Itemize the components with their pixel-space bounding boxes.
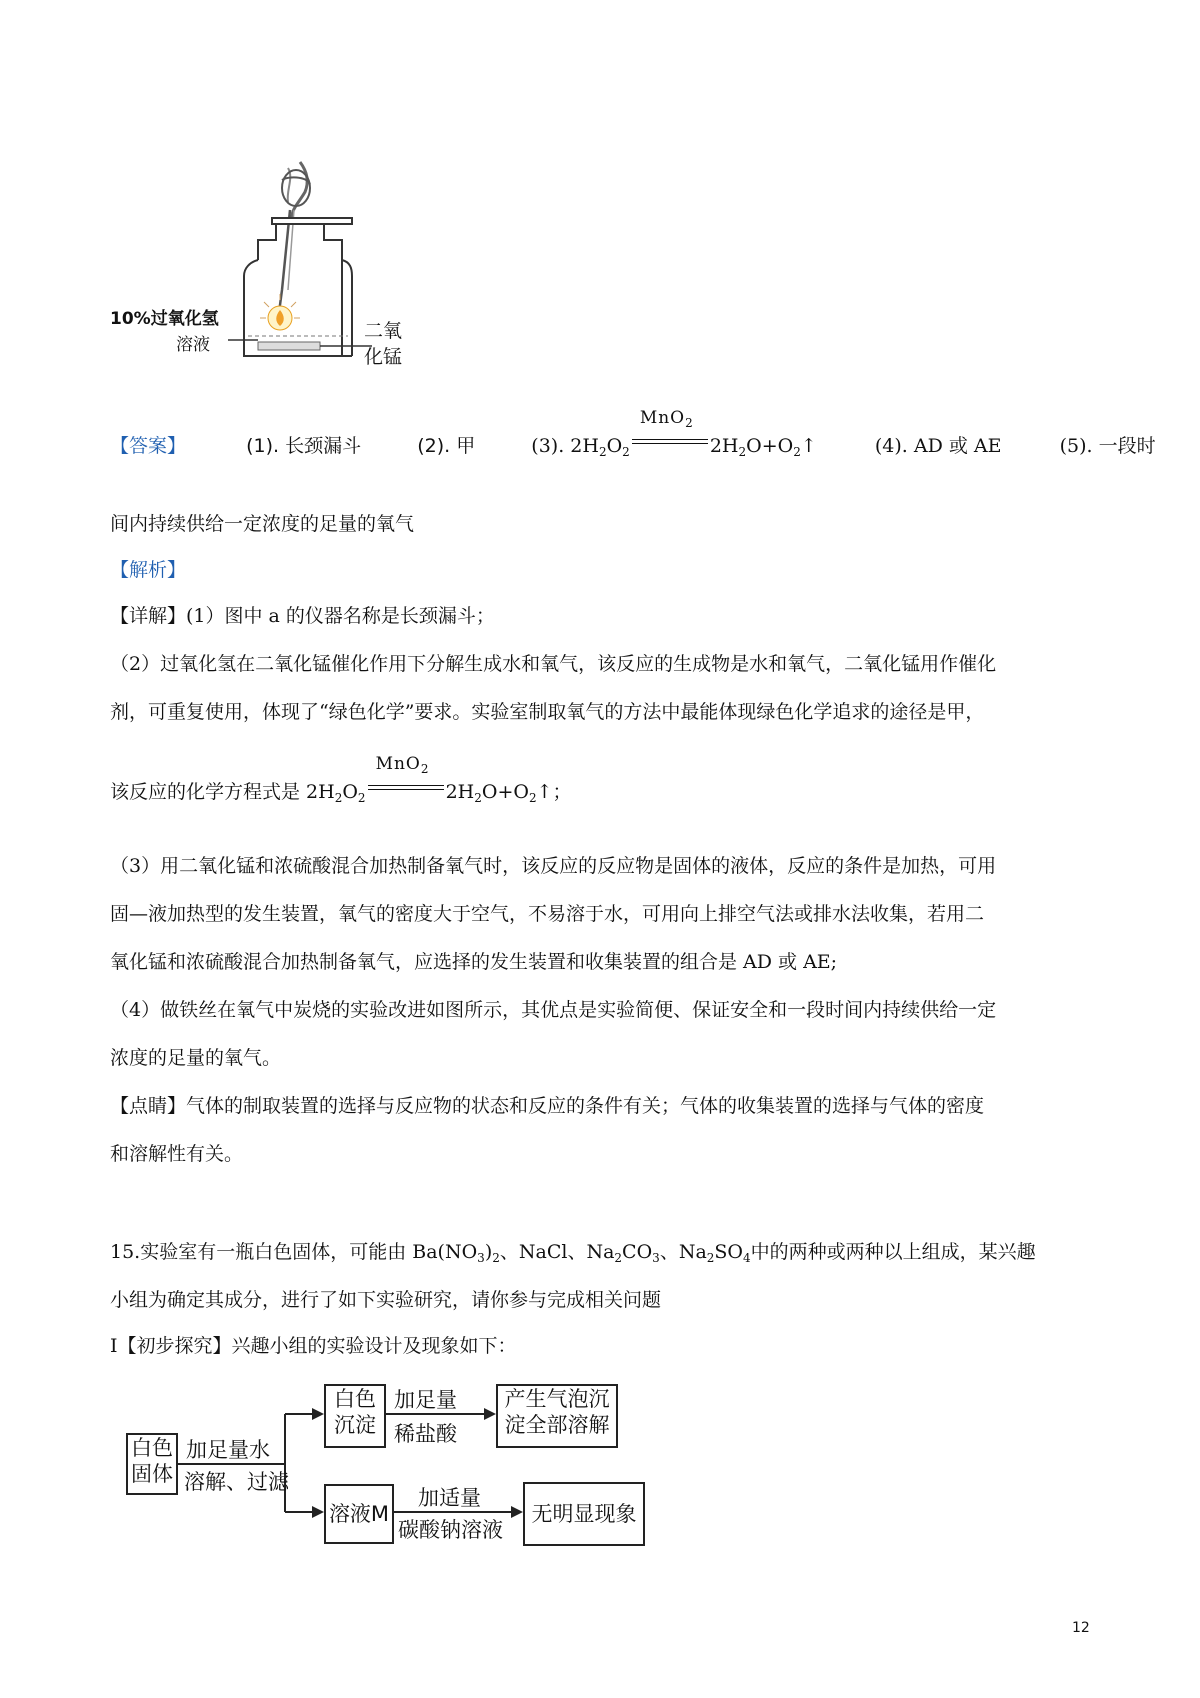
answer-continuation: 间内持续供给一定浓度的足量的氧气 [110,513,415,535]
equation-arrow-2: MnO$_2$ [368,776,444,796]
detail-1: 【详解】(1）图中 a 的仪器名称是长颈漏斗； [110,605,495,627]
detail-2c: 该反应的化学方程式是 $2H_2O_2$ MnO$_2$ $2H_2O+O_2↑$； [110,754,572,805]
answer-item-2: (2). 甲 [417,435,476,457]
figure-label-peroxide: 10%过氧化氢 [110,309,219,329]
equation-arrow: MnO$_2$ [632,430,708,450]
answer-item-3: (3). $2H_2O_2$ MnO$_2$ $2H_2O+O_2↑$ [531,408,817,459]
detail-3c: 氧化锰和浓硫酸混合加热制备氧气，应选择的发生装置和收集装置的组合是 AD 或 AE; [110,951,838,973]
detail-2a: （2）过氧化氢在二氧化锰催化作用下分解生成水和氧气，该反应的生成物是水和氧气，二氧化锰用作催化 [110,653,997,675]
flow-box-white-precipitate: 白色 沉淀 [324,1384,386,1448]
figure-label-manganese-2: 化锰 [364,346,403,368]
answer-item-4: (4). AD 或 AE [874,435,1002,457]
apparatus-figure [110,150,410,400]
detail-3b: 固—液加热型的发生装置，氧气的密度大于空气，不易溶于水，可用向上排空气法或排水法收集，若用二 [110,903,985,925]
flow-label-dissolve-filter: 溶解、过滤 [184,1470,289,1494]
question-15-line-1: 15.实验室有一瓶白色固体，可能由 $Ba(NO_3)_2$、NaCl、$Na_2CO_3$、$Na_2SO_4$中的两种或两种以上组成，某兴趣 [110,1241,1036,1265]
question-15-line-2: 小组为确定其成分，进行了如下实验研究，请你参与完成相关问题 [110,1289,662,1311]
detail-4b: 浓度的足量的氧气。 [110,1047,282,1069]
flow-label-dilute-hcl: 稀盐酸 [394,1422,457,1446]
analysis-tag: 【解析】 [110,559,187,581]
answer-item-5: (5). 一段时 [1059,435,1156,457]
question-15-line-3: Ⅰ【初步探究】兴趣小组的实验设计及现象如下： [110,1335,517,1357]
tip-b: 和溶解性有关。 [110,1143,244,1165]
page-number: 12 [1072,1620,1090,1636]
figure-label-solution: 溶液 [176,335,210,355]
flow-label-add-acid: 加足量 [394,1388,457,1412]
flow-label-sodium-carbonate: 碳酸钠溶液 [398,1518,503,1542]
flow-box-white-solid: 白色 固体 [126,1433,178,1495]
flow-label-add-moderate: 加适量 [418,1486,481,1510]
answer-line [110,408,1156,460]
flow-box-result-bubbles: 产生气泡沉 淀全部溶解 [496,1384,618,1448]
detail-2b: 剂，可重复使用，体现了“绿色化学”要求。实验室制取氧气的方法中最能体现绿色化学追求的途径是甲， [110,701,985,723]
answer-tag: 【答案】 [110,435,187,457]
tip-a: 【点睛】气体的制取装置的选择与反应物的状态和反应的条件有关；气体的收集装置的选择与气体的密度 [110,1095,985,1117]
detail-4a: （4）做铁丝在氧气中炭烧的实验改进如图所示，其优点是实验简便、保证安全和一段时间内持续供给一定 [110,999,997,1021]
figure-label-manganese-1: 二氧 [364,320,403,342]
answer-item-1: (1). 长颈漏斗 [246,435,362,457]
flow-box-solution-m: 溶液M [324,1484,394,1544]
flow-box-no-change: 无明显现象 [523,1482,645,1546]
flow-label-add-water: 加足量水 [186,1438,270,1462]
detail-3a: （3）用二氧化锰和浓硫酸混合加热制备氧气时，该反应的反应物是固体的液体，反应的条件是加热，可用 [110,855,997,877]
